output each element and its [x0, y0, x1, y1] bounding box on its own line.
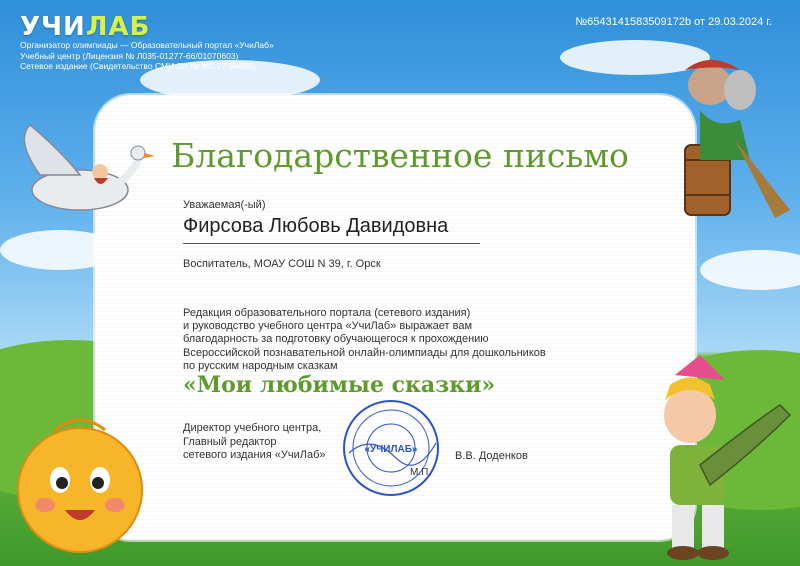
signature-line: Директор учебного центра,	[183, 422, 322, 434]
greeting: Уважаемая(-ый)	[183, 199, 266, 211]
name-underline	[183, 243, 480, 244]
signature-block	[183, 422, 326, 463]
org-line: Организатор олимпиады — Образовательный портал «УчиЛаб»	[20, 40, 274, 50]
stamp	[341, 398, 441, 498]
kolobok-illustration	[5, 400, 155, 560]
org-line: Сетевое издание (Свидетельство СМИ ЭЛ № ФС 77-86836)	[20, 61, 256, 71]
body-line: благодарность за подготовку обучающегося к прохождению	[183, 333, 489, 346]
signature-line: Главный редактор	[183, 435, 277, 448]
header	[20, 14, 274, 72]
signature-line: сетевого издания «УчиЛаб»	[183, 449, 326, 461]
body-line: по русским народным сказкам	[183, 359, 338, 372]
boy-with-pike-illustration	[650, 355, 800, 560]
letter-body	[183, 307, 563, 373]
body-line: и руководство учебного центра «УчиЛаб» выражает вам	[183, 320, 473, 333]
logo: УЧИЛАБ	[20, 12, 151, 42]
recipient-name: Фирсова Любовь Давидовна	[183, 215, 449, 237]
signer-name: В.В. Доденков	[455, 450, 528, 462]
body-line: Всероссийской познавательной онлайн-олимпиады для дошкольников	[183, 346, 546, 359]
letter-title: Благодарственное письмо	[171, 136, 629, 175]
olympiad-name: «Мои любимые сказки»	[183, 372, 496, 398]
body-line: Редакция образовательного портала (сетевого издания)	[183, 307, 471, 319]
stamp-label: М.П.	[410, 467, 432, 478]
certificate-number: №6543141583509172b от 29.03.2024 г.	[575, 16, 772, 28]
org-line: Учебный центр (Лицензия № Л035-01277-66/01070603)	[20, 50, 239, 61]
stamp-center: «УЧИЛАБ»	[364, 444, 418, 455]
recipient-position: Воспитатель, МОАУ СОШ N 39, г. Орск	[183, 258, 381, 270]
